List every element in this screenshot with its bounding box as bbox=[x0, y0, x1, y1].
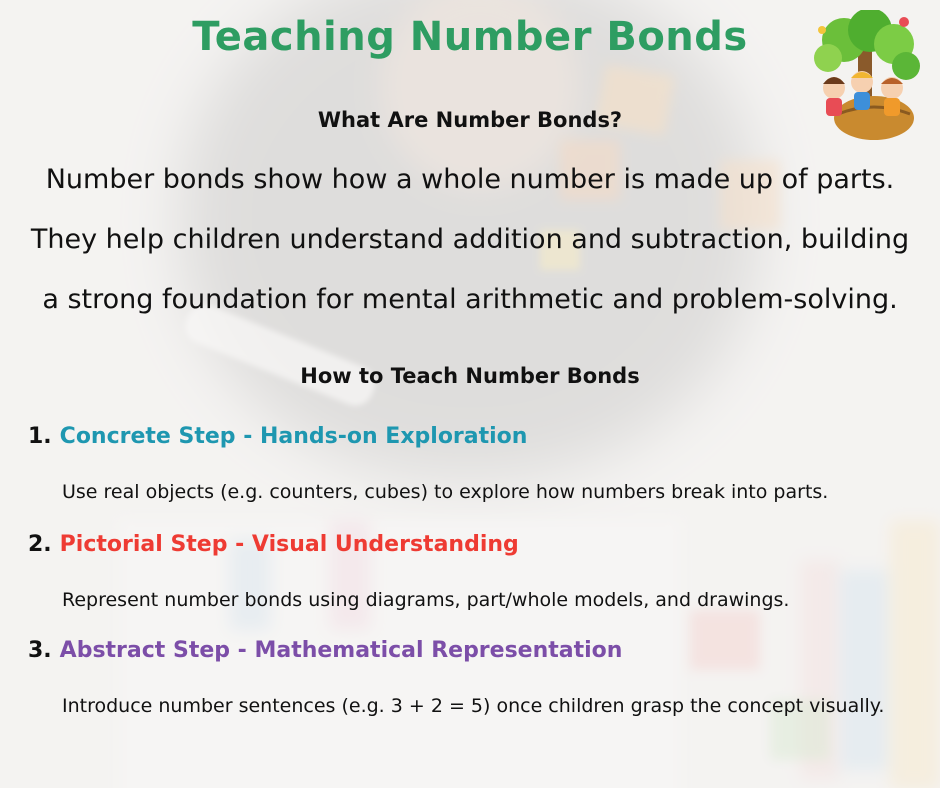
step-1-title: Concrete Step - Hands-on Exploration bbox=[59, 424, 528, 449]
page-title: Teaching Number Bonds bbox=[192, 14, 748, 60]
step-3-title: Abstract Step - Mathematical Representation bbox=[59, 638, 623, 663]
intro-line-1: Number bonds show how a whole number is made up of parts. bbox=[45, 164, 895, 195]
subtitle: What Are Number Bonds? bbox=[317, 108, 623, 132]
step-1-number: 1. bbox=[28, 424, 52, 449]
step-3-number: 3. bbox=[28, 638, 52, 663]
step-1-heading bbox=[28, 424, 527, 449]
step-2-heading bbox=[28, 532, 519, 557]
step-2-title: Pictorial Step - Visual Understanding bbox=[59, 532, 519, 557]
step-2-number: 2. bbox=[28, 532, 52, 557]
step-2-description: Represent number bonds using diagrams, part/whole models, and drawings. bbox=[62, 589, 790, 611]
intro-line-2: They help children understand addition and subtraction, building bbox=[30, 224, 910, 255]
step-1-description: Use real objects (e.g. counters, cubes) to explore how numbers break into parts. bbox=[62, 481, 829, 503]
intro-line-3: a strong foundation for mental arithmetic and problem-solving. bbox=[42, 284, 898, 315]
step-3-heading bbox=[28, 638, 622, 663]
section-heading: How to Teach Number Bonds bbox=[300, 364, 640, 388]
step-3-description: Introduce number sentences (e.g. 3 + 2 = 5) once children grasp the concept visually. bbox=[62, 695, 885, 717]
